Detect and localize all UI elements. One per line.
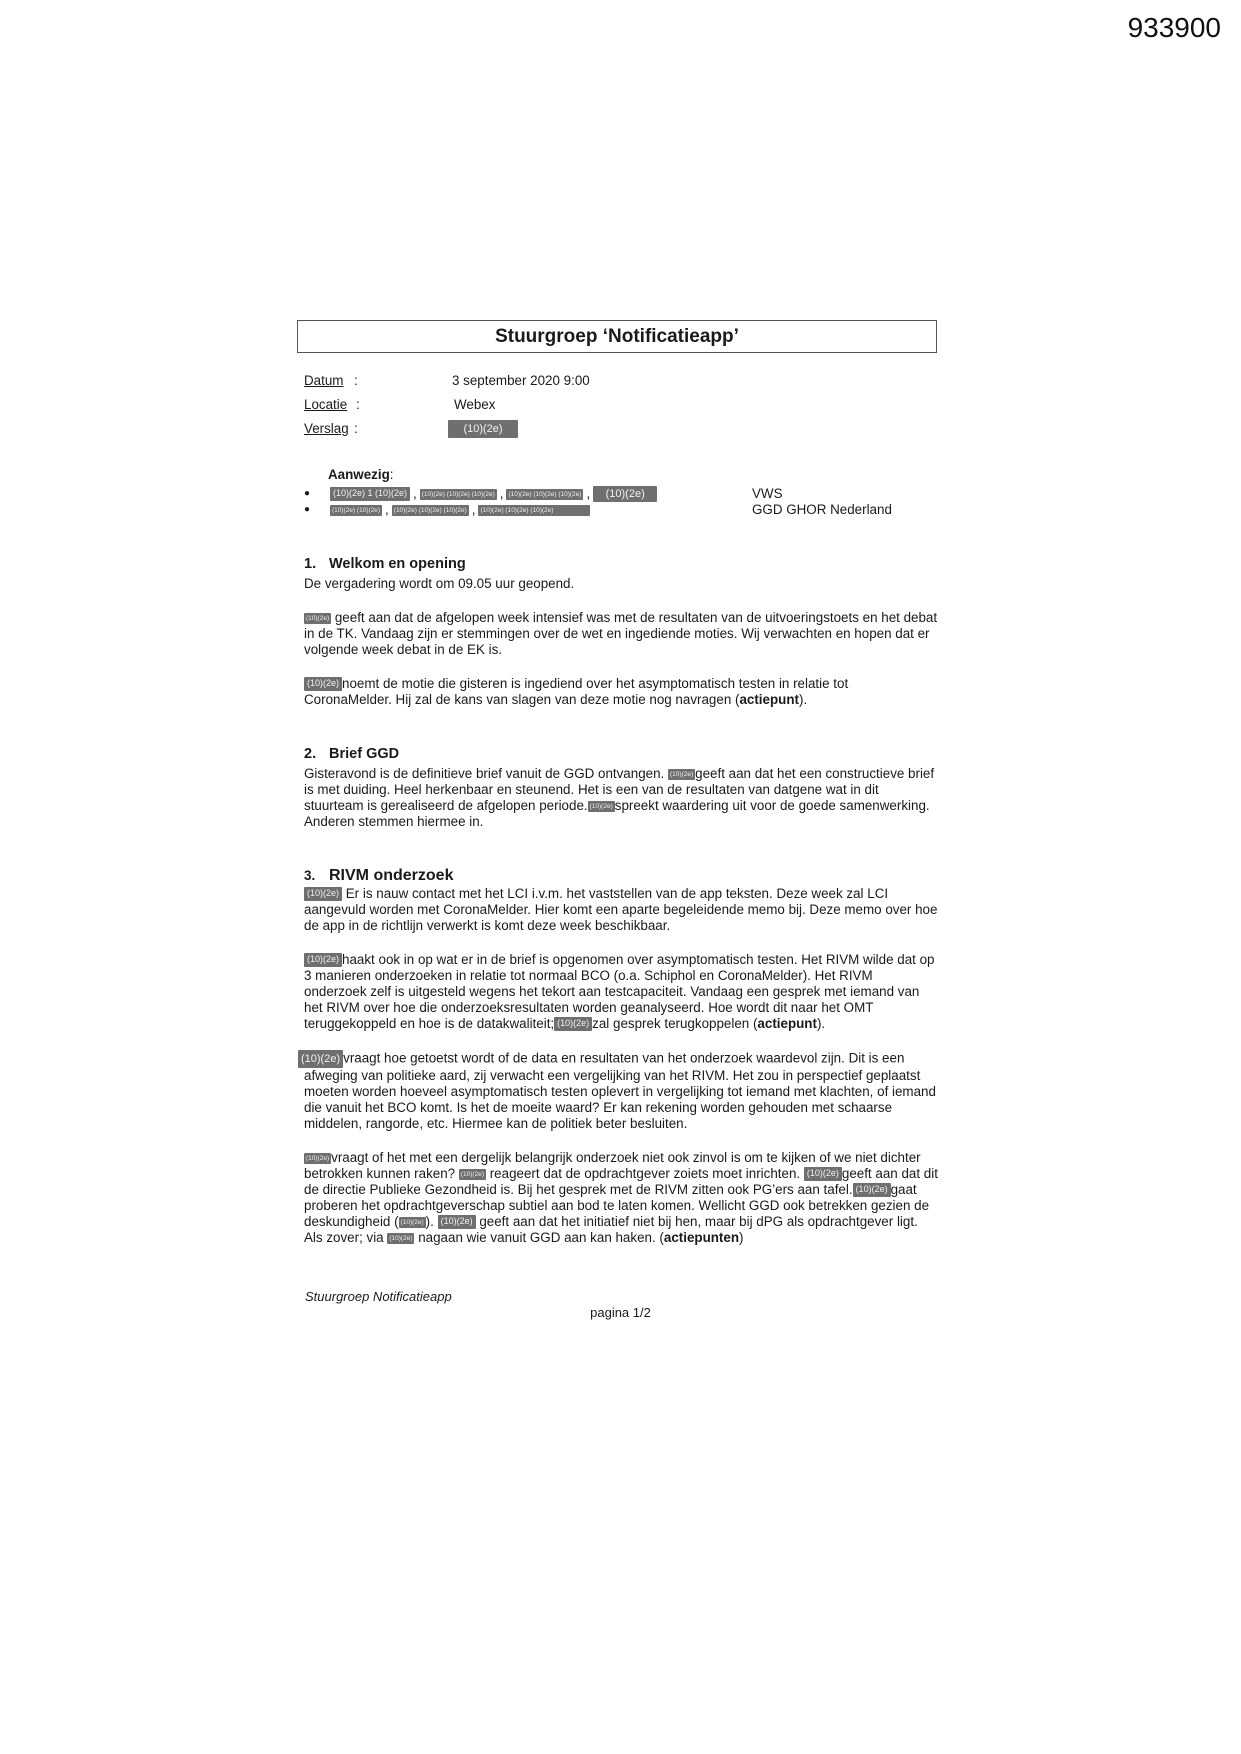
datum-value: 3 september 2020 9:00 bbox=[452, 373, 590, 388]
section-heading-welkom: 1. Welkom en opening bbox=[304, 556, 466, 572]
redaction-box: (10)(2e) bbox=[306, 1154, 330, 1162]
redaction-box: (10)(2e) bbox=[298, 1050, 343, 1068]
section-heading-brief: 2. Brief GGD bbox=[304, 746, 400, 762]
attendee-org: VWS bbox=[752, 486, 783, 501]
redaction-box: (10)(2e) bbox=[460, 1170, 484, 1178]
redaction-box: (10)(2e) bbox=[306, 614, 330, 622]
attendee-row-vws: ● (10)(2e) 1 (10)(2e) , (10)(2e) (10)(2e) (10)(2e) , (10)(2e) (10)(2e) (10)(2e) , (10)(2e) VWS bbox=[298, 486, 938, 502]
meta-row-verslag: Verslag : (10)(2e) bbox=[298, 417, 938, 441]
redaction-box: (10)(2e) bbox=[853, 1183, 891, 1197]
paragraph: De vergadering wordt om 09.05 uur geopend. bbox=[304, 576, 575, 591]
document-title: Stuurgroep ‘Notificatieapp’ bbox=[297, 320, 937, 353]
locatie-value: Webex bbox=[454, 397, 496, 412]
redaction-box: (10)(2e) bbox=[304, 953, 342, 967]
redaction-box: (10)(2e) bbox=[389, 1234, 413, 1242]
document-page bbox=[298, 320, 938, 1246]
redaction-box: (10)(2e) bbox=[448, 420, 518, 438]
meta-row-locatie: Locatie : Webex bbox=[304, 397, 496, 412]
footer-page-number: pagina 1/2 bbox=[590, 1305, 651, 1320]
bullet-icon: ● bbox=[304, 504, 311, 515]
locatie-label: Locatie bbox=[304, 397, 348, 412]
footer-document-name: Stuurgroep Notificatieapp bbox=[305, 1289, 452, 1304]
redaction-box: (10)(2e) (10)(2e) bbox=[332, 506, 381, 514]
attendee-org: GGD GHOR Nederland bbox=[752, 502, 892, 517]
meta-row-datum: Datum : 3 september 2020 9:00 bbox=[304, 373, 590, 388]
redaction-box: (10)(2e) (10)(2e) (10)(2e) bbox=[421, 490, 495, 498]
redaction-box: (10)(2e) bbox=[670, 770, 694, 778]
section-heading-rivm: 3. RIVM onderzoek bbox=[304, 867, 454, 884]
redaction-box: (10)(2e) (10)(2e) (10)(2e) bbox=[508, 490, 582, 498]
verslag-label: Verslag bbox=[304, 421, 349, 436]
redaction-box: (10)(2e) 1 (10)(2e) bbox=[330, 487, 410, 501]
redaction-box: (10)(2e) bbox=[304, 887, 342, 901]
redaction-box: (10)(2e) bbox=[593, 486, 657, 502]
paragraph: (10)(2e) noemt de motie die gisteren is ingediend over het asymptomatisch testen in relatie tot CoronaMelder. Hij zal de kans van slagen van deze motie nog navragen (actiepunt). bbox=[304, 676, 849, 707]
document-number: 933900 bbox=[1127, 12, 1221, 43]
redaction-box: (10)(2e) bbox=[438, 1215, 476, 1229]
paragraph: (10)(2e) Er is nauw contact met het LCI i.v.m. het vaststellen van de app teksten. Deze week zal LCI aangevuld worden met CoronaMelder. Hier komt een aparte begeleidende memo bij. Deze memo over hoe de app in de richtlijn verwerkt is komt deze week beschikbaar. bbox=[304, 886, 938, 933]
attendees-heading: Aanwezig: bbox=[328, 467, 394, 482]
attendee-row-ggd: ● (10)(2e) (10)(2e) , (10)(2e) (10)(2e) (10)(2e) , (10)(2e) (10)(2e) (10)(2e) GGD GHOR Nederland bbox=[298, 502, 938, 518]
datum-label: Datum bbox=[304, 373, 344, 388]
redaction-box: (10)(2e) bbox=[804, 1167, 842, 1181]
redaction-box: (10)(2e) (10)(2e) (10)(2e) bbox=[393, 506, 467, 514]
paragraph: Gisteravond is de definitieve brief vanuit de GGD ontvangen. (10)(2e) geeft aan dat het een constructieve brief is met duiding. Heel herkenbaar en steunend. Het is een van de resultaten van datgene wat in dit stuurteam is gerealiseerd de afgelopen periode. (10)(2e) spreekt waardering uit voor de goede samenwerking. Anderen stemmen hiermee in. bbox=[304, 766, 935, 829]
redaction-box: (10)(2e) bbox=[589, 802, 613, 810]
paragraph: (10)(2e) vraagt of het met een dergelijk belangrijk onderzoek niet ook zinvol is om te kijken of we niet dichter betrokken kunnen raken? (10)(2e) reageert dat de opdrachtgever zoiets moet inrichten. (10)(2e) geeft aan dat dit de directie Publieke Gezondheid is. Bij het gesprek met de RIVM zitten ook PG’ers aan tafel. (10)(2e) gaat proberen het opdrachtgeverschap subtiel aan bod te laten komen. Wellicht GGD ook betrekken gezien de deskundigheid ( (10)(2e) ). (10)(2e) geeft aan dat het initiatief niet bij hen, maar bij dPG als opdrachtgever ligt. Als zover; via (10)(2e) nagaan wie vanuit GGD aan kan haken. (actiepunten) bbox=[304, 1150, 938, 1245]
meta-block bbox=[298, 369, 938, 441]
paragraph: (10)(2e) geeft aan dat de afgelopen week intensief was met de resultaten van de uitvoeringstoets en het debat in de TK. Vandaag zijn er stemmingen over de wet en ingediende moties. Wij verwachten en hopen dat er volgende week debat in de EK is. bbox=[304, 610, 938, 657]
paragraph: (10)(2e) haakt ook in op wat er in de brief is opgenomen over asymptomatisch testen. Het RIVM wilde dat op 3 manieren onderzoeken in relatie tot normaal BCO (o.a. Schiphol en CoronaMelder). Het RIVM onderzoek zelf is uitgesteld wegens het tekort aan testcapaciteit. Vandaag een gesprek met iemand van het RIVM over hoe die onderzoeksresultaten worden geanalyseerd. Hoe wordt dit naar het OMT teruggekoppeld en hoe is de datakwaliteit; (10)(2e) zal gesprek terugkoppelen (actiepunt). bbox=[304, 952, 935, 1031]
paragraph: (10)(2e) vraagt hoe getoetst wordt of de data en resultaten van het onderzoek waardevol zijn. Dit is een afweging van politieke aard, zij verwacht een vergelijking van het RIVM. Het zou in perspectief geplaatst moeten worden hoeveel asymptomatisch testen oplevert in vergelijking tot iemand met klachten, of iemand die vanuit het BCO komt. Is het de moeite waard? Er kan rekening worden gehouden met schaarse middelen, rangorde, etc. Hiermee kan de politiek beter besluiten. bbox=[298, 1050, 938, 1132]
redaction-box: (10)(2e) (10)(2e) (10)(2e) bbox=[478, 505, 590, 516]
attendees-list bbox=[298, 486, 938, 518]
redaction-box: (10)(2e) bbox=[400, 1218, 424, 1226]
redaction-box: (10)(2e) bbox=[304, 677, 342, 691]
redaction-box: (10)(2e) bbox=[554, 1017, 592, 1031]
bullet-icon: ● bbox=[304, 488, 311, 499]
